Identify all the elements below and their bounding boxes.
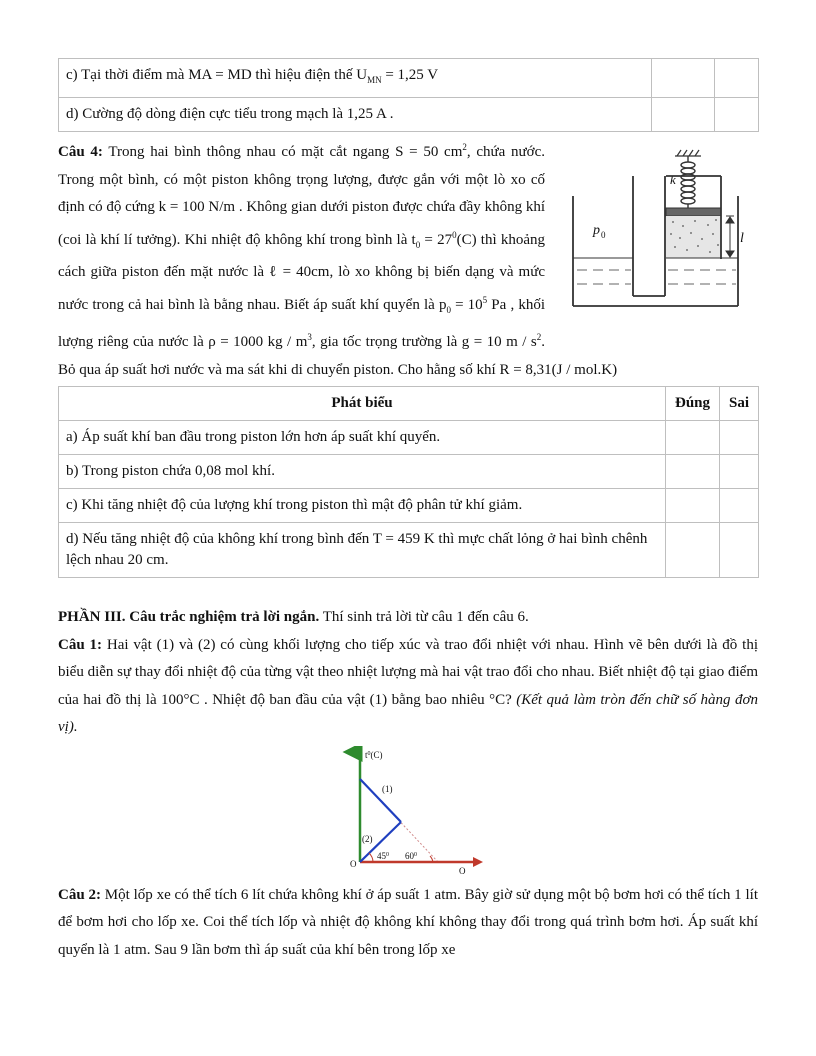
true-cell[interactable]: [666, 489, 720, 523]
l-label: l: [740, 231, 744, 246]
part-instruction: Thí sinh trả lời từ câu 1 đến câu 6.: [319, 609, 529, 625]
subscript: 0: [415, 239, 421, 250]
false-cell[interactable]: [720, 523, 759, 578]
false-cell[interactable]: [715, 98, 759, 132]
temperature-graph: [323, 746, 493, 874]
true-cell[interactable]: [652, 98, 715, 132]
question-text: (C) thì khoảng cách giữa piston đến mặt nước là ℓ = 40cm, lò xo không bị biến dạng và mức nước trong cả hai bình là bằng nhau. Biết áp suất khí quyển là: [58, 231, 545, 313]
false-cell[interactable]: [715, 59, 759, 98]
origin-label: O: [350, 858, 357, 869]
q4-answer-table: [58, 386, 759, 578]
table-row: [59, 489, 759, 523]
question-label: Câu 1:: [58, 636, 103, 653]
true-cell[interactable]: [666, 455, 720, 489]
question-text: p: [438, 296, 447, 313]
question-label: Câu 4:: [58, 144, 103, 160]
piston-figure: [553, 146, 758, 341]
subscript: MN: [367, 75, 382, 85]
part-title: PHẦN III. Câu trắc nghiệm trả lời ngắn.: [58, 609, 320, 625]
false-cell[interactable]: [720, 421, 759, 455]
question-text: Hai vật (1) và (2) có cùng khối lượng cho tiếp xúc và trao đổi nhiệt với nhau. Hình vẽ bên dưới là đồ thị biểu diễn sự thay đổi nhiệt độ của từng vật theo nhiệt lượng mà hai vật trao đổi cho nhau. Biết nhiệt độ tại giao điểm của hai đồ thị là 100°C . Nhiệt độ ban đầu của vật (1) bằng bao nhiêu °C?: [58, 636, 758, 708]
statement-cell: a) Áp suất khí ban đầu trong piston lớn hơn áp suất khí quyển.: [59, 421, 666, 455]
question-text: k = 100 N/m . Không gian dưới piston được chứa đầy không khí (coi là khí lí tưởng). Khi nhiệt độ không khí trong bình là t: [58, 199, 545, 248]
question-text: Pa , khối lượng riêng của nước là ρ = 1000 kg / m: [58, 296, 545, 350]
graph-container: [58, 746, 758, 874]
superscript: 0: [452, 229, 457, 240]
superscript: 2: [536, 332, 542, 342]
question-1: [58, 632, 758, 742]
angle-arc-45: [369, 853, 373, 862]
table-row: [59, 455, 759, 489]
true-cell[interactable]: [652, 59, 715, 98]
header-true: Đúng: [666, 387, 720, 421]
table-row: [59, 421, 759, 455]
true-cell[interactable]: [666, 523, 720, 578]
graph-line-1: [360, 779, 401, 822]
statement-text: = 1,25 V: [381, 67, 439, 83]
x-axis-arrow: [473, 857, 483, 867]
question-text: , chứa nước. Trong một bình, có một piston không trọng lượng, được gắn với một lò xo cố định có độ cứng: [58, 144, 545, 215]
line-1-label: (1): [382, 783, 393, 794]
statement-cell: d) Nếu tăng nhiệt độ của không khí trong bình đến T = 459 K thì mực chất lỏng ở hai bình chênh lệch nhau 20 cm.: [59, 523, 666, 578]
subscript: 0: [446, 304, 451, 315]
question-2: [58, 882, 758, 965]
question-note: (Kết quả làm tròn đến chữ số hàng đơn vị).: [58, 691, 758, 735]
k-label: k: [670, 172, 676, 187]
statement-cell: b) Trong piston chứa 0,08 mol khí.: [59, 455, 666, 489]
superscript: 5: [482, 294, 488, 305]
statement-cell: d) Cường độ dòng điện cực tiểu trong mạch là 1,25 A .: [59, 98, 652, 132]
question-text: Một lốp xe có thể tích 6 lít chứa không khí ở áp suất 1 atm. Bây giờ sử dụng một bộ bơm hơi có thể tích 1 lít để bơm hơi cho lốp xe. Coi thể tích lốp và nhiệt độ không khí không thay đổi trong quá trình bơm hơi. Áp suất khí quyển là 1 atm. Sau 9 lần bơm thì áp suất của khí bên trong lốp xe: [58, 886, 758, 958]
top-answer-table: [58, 58, 759, 132]
question-text: = 27: [420, 231, 453, 248]
p0-label: p: [593, 223, 600, 238]
question-4: [58, 134, 758, 384]
angle-60-label: $60^0$: [405, 850, 417, 861]
table-row: [59, 523, 759, 578]
true-cell[interactable]: [666, 421, 720, 455]
question-label: Câu 2:: [58, 886, 101, 903]
superscript: 2: [462, 142, 467, 152]
question-text: = 10: [450, 296, 483, 313]
superscript: 3: [307, 332, 312, 342]
line-2-label: (2): [362, 833, 373, 844]
false-cell[interactable]: [720, 489, 759, 523]
x-axis-label: Q: [459, 865, 466, 874]
statement-cell: [59, 59, 652, 98]
question-text: . Bỏ qua áp suất hơi nước và ma sát khi di chuyển piston. Cho hằng số khí R = 8,31(J / mol.K): [58, 334, 618, 378]
header-false: Sai: [720, 387, 759, 421]
table-row: [59, 98, 759, 132]
part3-heading: [58, 604, 758, 632]
angle-45-label: $45^0$: [377, 850, 389, 861]
statement-text: c) Tại thời điểm mà MA = MD thì hiệu điện thế U: [66, 67, 368, 83]
header-statement: Phát biểu: [59, 387, 666, 421]
false-cell[interactable]: [720, 455, 759, 489]
table-row: [59, 59, 759, 98]
statement-cell: c) Khi tăng nhiệt độ của lượng khí trong piston thì mật độ phân tử khí giảm.: [59, 489, 666, 523]
y-axis-label: $t^0(C)$: [365, 749, 383, 760]
question-text: Trong hai bình thông nhau có mặt cắt ngang S = 50 cm: [102, 144, 463, 160]
question-text: , gia tốc trọng trường là g = 10 m / s: [311, 334, 537, 350]
p0-subscript: 0: [601, 230, 606, 240]
table-header-row: [59, 387, 759, 421]
